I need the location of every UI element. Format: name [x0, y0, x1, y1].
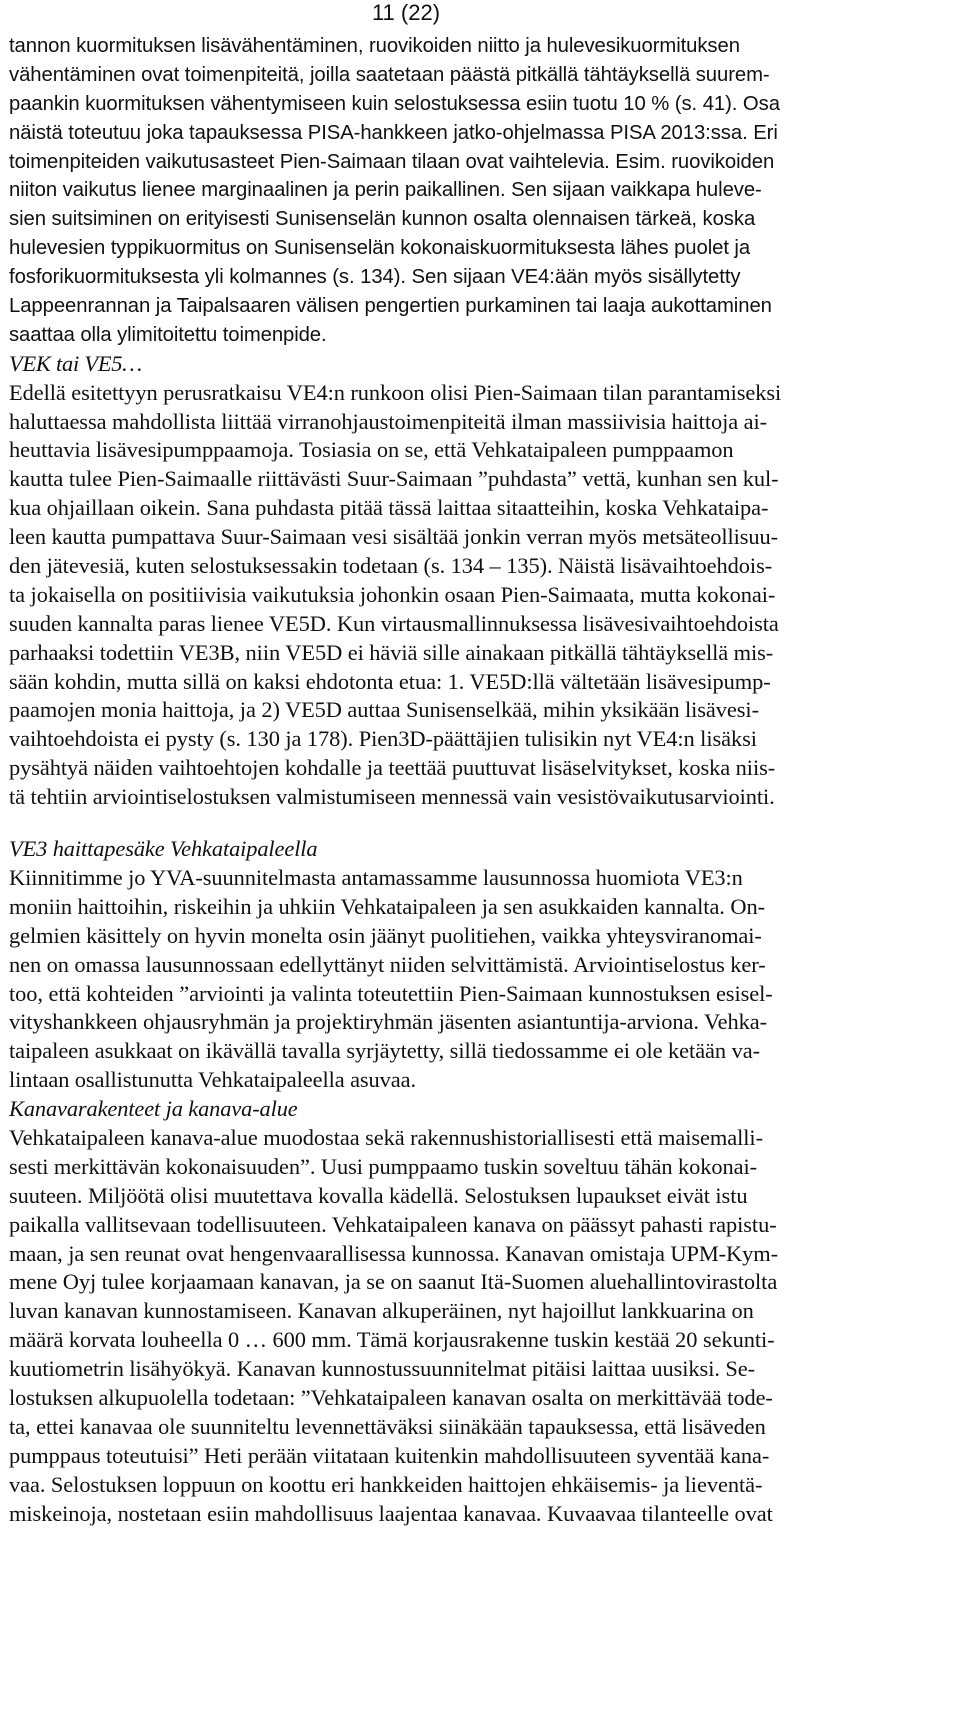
text-line: leen kautta pumpattava Suur-Saimaan vesi sisältää jonkin verran myös metsäteollisuu-	[9, 524, 779, 550]
text-line: vähentäminen ovat toimenpiteitä, joilla saatetaan päästä pitkällä tähtäyksellä suurem-	[9, 63, 770, 86]
text-line: ta jokaisella on positiivisia vaikutuksia johonkin osaan Pien-Saimaata, mutta kokonai-	[9, 581, 776, 607]
text-line: määrä korvata louheella 0 … 600 mm. Tämä korjausrakenne tuskin kestää 20 sekunti-	[9, 1327, 775, 1353]
section-heading	[9, 835, 955, 864]
section-heading	[9, 350, 955, 379]
text-line: sään kohdin, mutta sillä on kaksi ehdotonta etua: 1. VE5D:llä vältetään lisävesipump-	[9, 668, 771, 694]
text-line: suuden kannalta paras lienee VE5D. Kun virtausmallinnuksessa lisävesivaihtoehdoista	[9, 610, 779, 636]
document-body	[9, 32, 955, 1528]
text-line: ta, ettei kanavaa ole suunniteltu levennettäväksi siinäkään tapauksessa, että lisäveden	[9, 1413, 766, 1439]
text-line: luvan kanavan kunnostamiseen. Kanavan alkuperäinen, nyt hajoillut lankkuarina on	[9, 1298, 754, 1324]
text-line: vaihtoehdoista ei pysty (s. 130 ja 178). Pien3D-päättäjien tulisikin nyt VE4:n lisäksi	[9, 726, 757, 752]
text-line: paamojen monia haittoja, ja 2) VE5D auttaa Sunisenselkää, mihin yksikään lisävesi-	[9, 697, 759, 723]
text-line: taipaleen asukkaat on ikävällä tavalla syrjäytetty, sillä tiedossamme ei ole ketään va-	[9, 1038, 760, 1064]
text-line: pysähtyä näiden vaihtoehtojen kohdalle ja teettää puuttuvat lisäselvitykset, koska niis-	[9, 755, 776, 781]
text-line: pumppaus toteutuisi” Heti perään viitataan kuitenkin mahdollisuuteen syventää kana-	[9, 1442, 770, 1468]
text-line: moniin haittoihin, riskeihin ja uhkiin Vehkataipaleen ja sen asukkaiden kannalta. On-	[9, 893, 765, 919]
paragraph	[9, 32, 955, 350]
text-line: Kanavarakenteet ja kanava-alue	[9, 1096, 298, 1122]
text-line: fosforikuormituksesta yli kolmannes (s. 134). Sen sijaan VE4:ään myös sisällytetty	[9, 266, 741, 289]
text-line: haluttaessa mahdollista liittää virranohjaustoimenpiteitä ilman massiivisia haittoja ai-	[9, 408, 768, 434]
text-line: hulevesien typpikuormitus on Sunisenselän kokonaiskuormituksesta lähes puolet ja	[9, 237, 751, 260]
text-line: nen on omassa lausunnossaan edellyttänyt niiden selvittämistä. Arviointiselostus ker-	[9, 951, 766, 977]
text-line: Vehkataipaleen kanava-alue muodostaa sekä rakennushistoriallisesti että maisemalli-	[9, 1124, 763, 1150]
text-line: niiton vaikutus lienee marginaalinen ja perin paikallinen. Sen sijaan vaikkapa huleve-	[9, 179, 762, 202]
text-line: kautta tulee Pien-Saimaalle riittävästi Suur-Saimaan ”puhdasta” vettä, kunhan sen kul-	[9, 466, 779, 492]
text-line: sesti merkittävän kokonaisuuden”. Uusi pumppaamo tuskin soveltuu tähän kokonai-	[9, 1153, 757, 1179]
paragraph	[9, 864, 955, 1095]
section-heading	[9, 1095, 955, 1124]
text-line: paikalla vallitsevaan todellisuuteen. Vehkataipaleen kanava on päässyt pahasti rapistu-	[9, 1211, 777, 1237]
text-line: lostuksen alkupuolella todetaan: ”Vehkataipaleen kanavan osalta on merkittävää todе-	[9, 1384, 773, 1410]
text-line: tannon kuormituksen lisävähentäminen, ruovikoiden niitto ja hulevesikuormituksen	[9, 35, 740, 57]
text-line: näistä toteutuu joka tapauksessa PISA-hankkeen jatko-ohjelmassa PISA 2013:ssa. Eri	[9, 121, 778, 144]
text-line: heuttavia lisävesipumppaamoja. Tosiasia on se, että Vehkataipaleen pumppaamon	[9, 437, 734, 463]
text-line: VEK tai VE5…	[9, 350, 142, 376]
text-line: Kiinnitimme jo YVA-suunnitelmasta antamassamme lausunnossa huomiota VE3:n	[9, 864, 743, 890]
text-line: VE3 haittapesäke Vehkataipaleella	[9, 836, 318, 862]
text-line: miskeinoja, nostetaan esiin mahdollisuus laajentaa kanavaa. Kuvaavaa tilanteelle ovat	[9, 1500, 773, 1526]
paragraph-gap	[9, 812, 955, 835]
text-line: vityshankkeen ohjausryhmän ja projektiryhmän jäsenten asiantuntija-arviona. Vehka-	[9, 1009, 768, 1035]
text-line: mene Oyj tulee korjaamaan kanavan, ja se on saanut Itä-Suomen aluehallintovirastolta	[9, 1269, 778, 1295]
text-line: too, että kohteiden ”arviointi ja valinta toteutettiin Pien-Saimaan kunnostuksen esisel-	[9, 980, 773, 1006]
page-number: 11 (22)	[371, 0, 441, 25]
text-line: toimenpiteiden vaikutusasteet Pien-Saimaan tilaan ovat vaihtelevia. Esim. ruovikoiden	[9, 150, 775, 173]
text-line: suuteen. Miljöötä olisi muutettava kovalla kädellä. Selostuksen lupaukset eivät istu	[9, 1182, 748, 1208]
text-line: den jätevesiä, kuten selostuksessakin todetaan (s. 134 – 135). Näistä lisävaihtoehdois-	[9, 553, 773, 579]
text-line: parhaaksi todettiin VE3B, niin VE5D ei häviä sille ainakaan pitkällä tähtäyksellä mis-	[9, 639, 774, 665]
text-line: Lappeenrannan ja Taipalsaaren välisen pengertien purkaminen tai laaja aukottaminen	[9, 295, 772, 318]
text-line: paankin kuormituksen vähentymiseen kuin selostuksessa esiin tuotu 10 % (s. 41). Osa	[9, 92, 780, 115]
text-line: vaa. Selostuksen loppuun on koottu eri hankkeiden haittojen ehkäisemis- ja lieventä-	[9, 1471, 763, 1497]
text-line: kuutiometrin lisähyökyä. Kanavan kunnostussuunnitelmat pitäisi laittaa uusiksi. Se-	[9, 1356, 756, 1382]
text-line: lintaan osallistunutta Vehkataipaleella asuvaa.	[9, 1067, 416, 1093]
text-line: Edellä esitettyyn perusratkaisu VE4:n runkoon olisi Pien-Saimaan tilan parantamiseksi	[9, 379, 782, 405]
paragraph	[9, 1124, 955, 1528]
text-line: tä tehtiin arviointiselostuksen valmistumiseen mennessä vain vesistövaikutusarviointi.	[9, 784, 775, 810]
text-line: sien suitsiminen on erityisesti Sunisenselän kunnon osalta olennaisen tärkeä, koska	[9, 208, 756, 231]
text-line: maan, ja sen reunat ovat hengenvaarallisessa kunnossa. Kanavan omistaja UPM-Kym-	[9, 1240, 778, 1266]
paragraph	[9, 379, 955, 812]
text-line: gelmien käsittely on hyvin monelta osin jäänyt puolitiehen, vaikka yhteysviranomai-	[9, 922, 762, 948]
text-line: kua ohjaillaan oikein. Sana puhdasta pitää tässä laittaa sitaatteihin, koska Vehkataipa-	[9, 495, 769, 521]
text-line: saattaa olla ylimitoitettu toimenpide.	[9, 323, 327, 346]
